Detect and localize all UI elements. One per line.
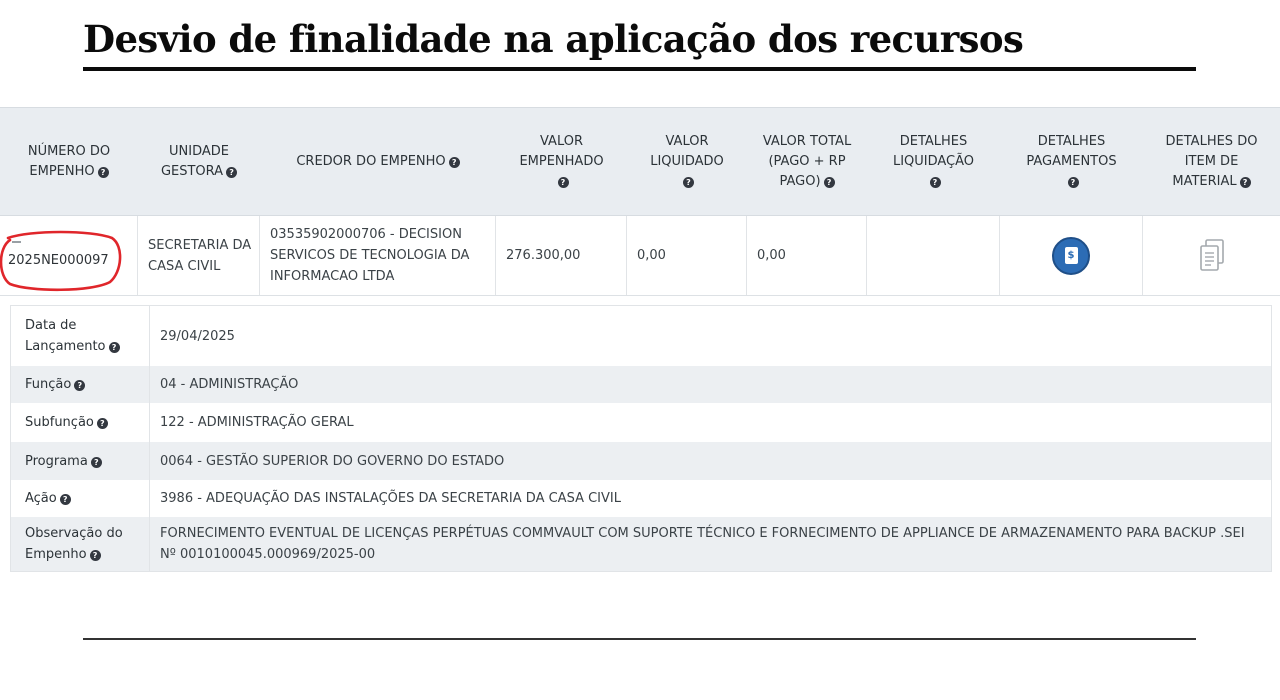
detail-row-acao: [11, 480, 1271, 517]
help-icon[interactable]: ?: [91, 457, 102, 468]
help-icon[interactable]: ?: [558, 177, 569, 188]
detail-value: 122 - ADMINISTRAÇÃO GERAL: [160, 415, 354, 430]
th-unidade-gestora[interactable]: [138, 108, 260, 215]
help-icon[interactable]: ?: [1068, 177, 1079, 188]
help-icon[interactable]: ?: [98, 167, 109, 178]
th-valor-empenhado[interactable]: [496, 108, 627, 215]
detail-label-text: Data de Lançamento: [25, 318, 106, 354]
help-icon[interactable]: ?: [90, 550, 101, 561]
detail-label: [11, 442, 150, 480]
th-detalhes-pagamentos[interactable]: [1000, 108, 1143, 215]
detail-label-text: Ação: [25, 491, 57, 506]
th-detalhes-item[interactable]: [1143, 108, 1280, 215]
detail-value: 0064 - GESTÃO SUPERIOR DO GOVERNO DO ESTADO: [160, 453, 505, 469]
detail-label-text: Observação do Empenho: [25, 526, 123, 562]
help-icon[interactable]: ?: [930, 177, 941, 188]
th-valor-empenhado-label: VALOR EMPENHADO: [519, 133, 604, 169]
th-valor-total[interactable]: [747, 108, 867, 215]
detail-value: 29/04/2025: [160, 328, 235, 344]
title-underline: [83, 67, 1196, 71]
detail-label-text: Função: [25, 377, 72, 392]
detail-label: [11, 306, 150, 366]
expand-dash-icon[interactable]: [12, 241, 21, 243]
help-icon[interactable]: ?: [683, 177, 694, 188]
unidade-gestora-value: SECRETARIA DA CASA CIVIL: [148, 237, 252, 274]
cell-unidade-gestora: [138, 216, 260, 295]
th-detalhes-item-label: DETALHES DO ITEM DE MATERIAL: [1165, 133, 1258, 189]
cell-valor-total: [747, 216, 867, 295]
th-credor[interactable]: [260, 108, 496, 215]
table-row: [0, 216, 1280, 296]
detail-value: FORNECIMENTO EVENTUAL DE LICENÇAS PERPÉTUAS COMMVAULT COM SUPORTE TÉCNICO E FORNECIMENTO DE APPLIANCE DE ARMAZENAMENTO PARA BACKUP .SEI Nº 0010100045.000969/2025-00: [160, 526, 1245, 562]
cell-valor-empenhado: [496, 216, 627, 295]
detail-label: [11, 480, 150, 517]
th-detalhes-liquidacao-label: DETALHES LIQUIDAÇÃO: [892, 133, 975, 169]
payment-symbol: $: [1065, 247, 1078, 264]
detail-label: [11, 403, 150, 442]
detail-row-funcao: [11, 366, 1271, 403]
detail-value: 3986 - ADEQUAÇÃO DAS INSTALAÇÕES DA SECRETARIA DA CASA CIVIL: [160, 491, 621, 506]
help-icon[interactable]: ?: [824, 177, 835, 188]
detail-label-text: Programa: [25, 453, 88, 469]
help-icon[interactable]: ?: [74, 380, 85, 391]
payment-document-icon[interactable]: [1052, 237, 1090, 275]
cell-numero-empenho[interactable]: [0, 216, 138, 295]
th-detalhes-liquidacao[interactable]: [867, 108, 1000, 215]
detail-row-programa: [11, 442, 1271, 480]
help-icon[interactable]: ?: [97, 418, 108, 429]
valor-liquidado-value: 0,00: [637, 248, 666, 263]
th-credor-label: CREDOR DO EMPENHO: [296, 153, 446, 169]
detail-label: [11, 517, 150, 571]
help-icon[interactable]: ?: [449, 157, 460, 168]
cell-detalhes-liquidacao: [867, 216, 1000, 295]
help-icon[interactable]: ?: [226, 167, 237, 178]
th-numero-empenho-label: NÚMERO DO EMPENHO: [27, 143, 111, 179]
th-numero-empenho[interactable]: [0, 108, 138, 215]
detail-row-data-lancamento: [11, 306, 1271, 366]
th-valor-liquidado-label: VALOR LIQUIDADO: [650, 133, 724, 169]
help-icon[interactable]: ?: [109, 342, 120, 353]
cell-detalhes-item: [1143, 216, 1280, 295]
help-icon[interactable]: ?: [1240, 177, 1251, 188]
cell-credor: [260, 216, 496, 295]
th-valor-liquidado[interactable]: [627, 108, 747, 215]
detail-value: 04 - ADMINISTRAÇÃO: [160, 377, 299, 392]
detail-label: [11, 366, 150, 403]
detail-label-text: Subfunção: [25, 415, 94, 430]
help-icon[interactable]: ?: [60, 494, 71, 505]
th-unidade-gestora-label: UNIDADE GESTORA: [160, 143, 229, 179]
slide-title: Desvio de finalidade na aplicação dos recursos: [83, 17, 1024, 61]
cell-detalhes-pagamentos: [1000, 216, 1143, 295]
detail-row-observacao: [11, 517, 1271, 571]
table-header: [0, 107, 1280, 216]
empenho-details: [10, 305, 1272, 572]
document-copy-icon[interactable]: [1197, 238, 1227, 274]
bottom-rule: [83, 638, 1196, 640]
cell-valor-liquidado: [627, 216, 747, 295]
detail-row-subfuncao: [11, 403, 1271, 442]
valor-total-value: 0,00: [757, 248, 786, 263]
credor-value: 03535902000706 - DECISION SERVICOS DE TECNOLOGIA DA INFORMACAO LTDA: [270, 227, 470, 284]
th-detalhes-pagamentos-label: DETALHES PAGAMENTOS: [1026, 133, 1117, 169]
th-valor-total-label: VALOR TOTAL (PAGO + RP PAGO): [762, 133, 852, 189]
valor-empenhado-value: 276.300,00: [506, 248, 581, 263]
empenho-number[interactable]: 2025NE000097: [8, 253, 109, 268]
